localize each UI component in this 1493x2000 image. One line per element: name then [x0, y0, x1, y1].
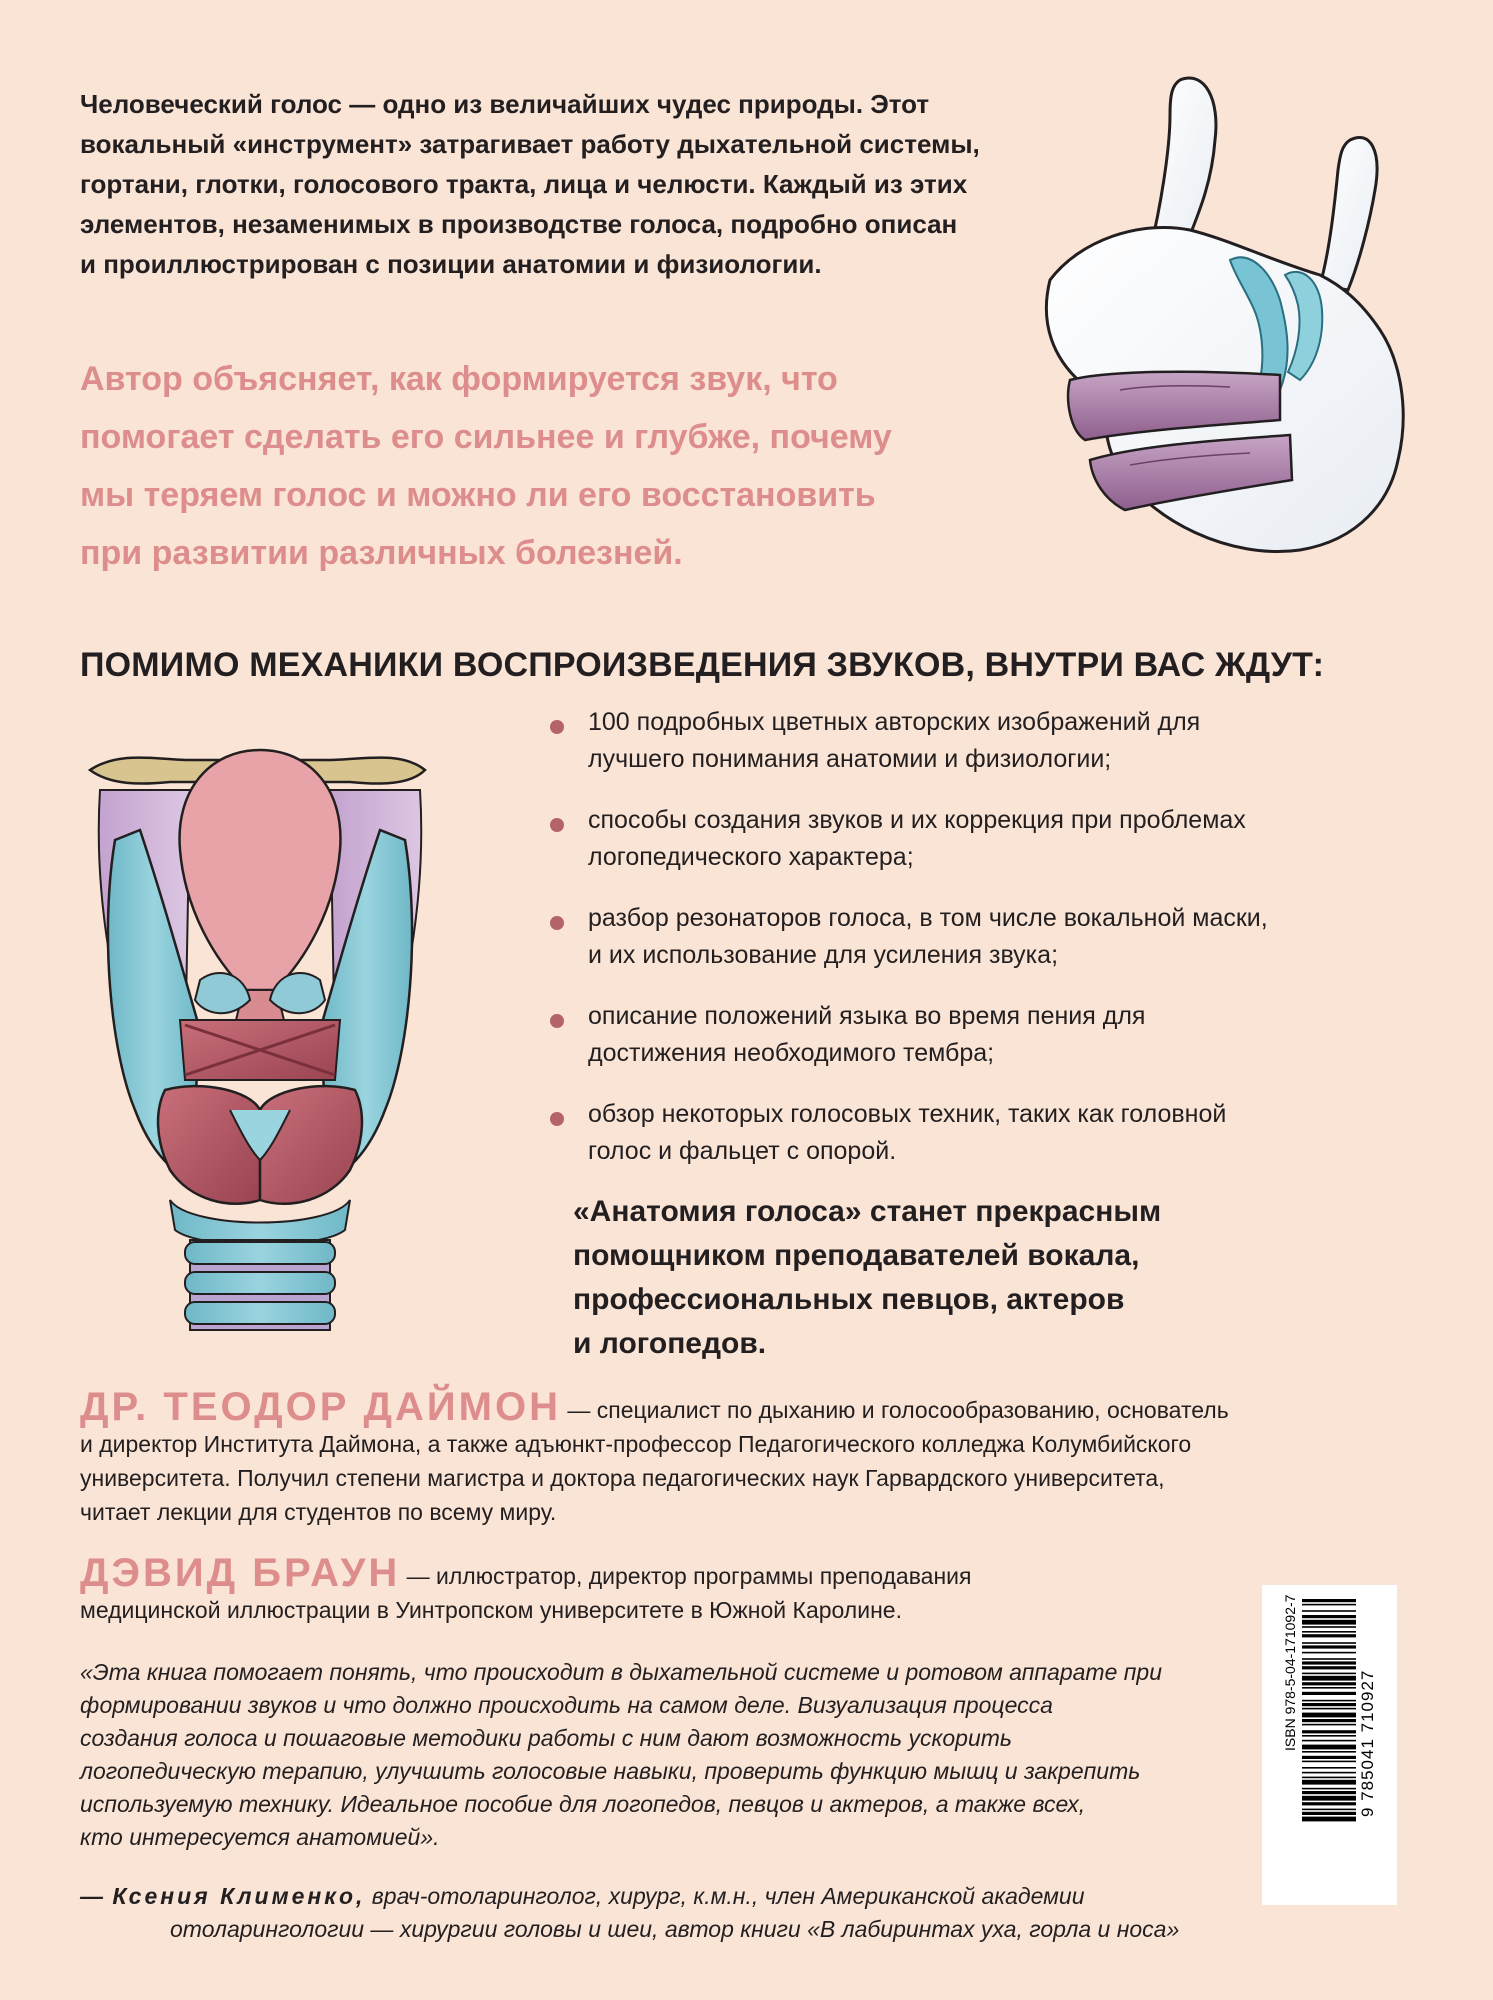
barcode-bar	[1302, 1652, 1356, 1654]
quote-line: «Эта книга помогает понять, что происходит в дыхательной системе и ротовом аппарате при	[80, 1659, 1162, 1685]
list-item	[550, 704, 1450, 778]
barcode-bar	[1302, 1735, 1356, 1737]
bullet-icon	[550, 720, 564, 734]
intro-line: Человеческий голос — одно из величайших чудес природы. Этот	[80, 89, 930, 119]
barcode-bar	[1302, 1767, 1356, 1769]
larynx-superior-view-icon	[1030, 60, 1440, 580]
intro-line: элементов, незаменимых в производстве голоса, подробно описан	[80, 209, 958, 239]
list-item	[550, 802, 1450, 876]
list-item-line: 100 подробных цветных авторских изображений для	[588, 708, 1201, 736]
list-item	[550, 998, 1450, 1072]
list-item	[550, 1096, 1450, 1170]
barcode-bar	[1302, 1634, 1356, 1637]
barcode-bar	[1302, 1756, 1356, 1759]
larynx-posterior-view-icon	[80, 730, 440, 1340]
quote-line: используемую технику. Идеальное пособие для логопедов, певцов и актеров, а также всех,	[80, 1791, 1086, 1817]
illustrator-bio	[80, 1551, 1040, 1627]
author-bio-line: — иллюстратор, директор программы преподавания	[406, 1563, 972, 1589]
list-item-line: логопедического характера;	[588, 843, 914, 871]
bullet-icon	[550, 818, 564, 832]
barcode-bar	[1302, 1791, 1356, 1794]
barcode-bar	[1302, 1796, 1356, 1801]
author-name: ДР. ТЕОДОР ДАЙМОН	[80, 1385, 561, 1429]
author-bio	[80, 1385, 1420, 1529]
list-item-line: обзор некоторых голосовых техник, таких как головной	[588, 1100, 1227, 1128]
closing-line: помощником преподавателей вокала,	[573, 1239, 1140, 1272]
barcode-bar	[1302, 1642, 1356, 1644]
isbn-barcode	[1262, 1585, 1397, 1905]
list-item-line: описание положений языка во время пения для	[588, 1002, 1146, 1030]
highlight-line: Автор объясняет, как формируется звук, что	[80, 360, 838, 398]
barcode-bar	[1302, 1730, 1356, 1733]
attribution-name: Ксения Клименко,	[112, 1883, 366, 1909]
quote-line: создания голоса и пошаговые методики работы с ним дают возможность ускорить	[80, 1725, 1013, 1751]
bullet-icon	[550, 1112, 564, 1126]
barcode-bar	[1302, 1772, 1356, 1774]
barcode-bar	[1302, 1817, 1356, 1822]
intro-line: вокальный «инструмент» затрагивает работу дыхательной системы,	[80, 129, 980, 159]
barcode-bar	[1302, 1713, 1356, 1718]
attribution-dash: —	[80, 1883, 106, 1909]
barcode-bar	[1302, 1599, 1356, 1602]
features-heading: ПОМИМО МЕХАНИКИ ВОСПРОИЗВЕДЕНИЯ ЗВУКОВ, ВНУТРИ ВАС ЖДУТ:	[80, 646, 1325, 684]
author-bio-line: медицинской иллюстрации в Уинтропском университете в Южной Каролине.	[80, 1597, 902, 1623]
barcode-bar	[1302, 1626, 1356, 1628]
author-bio-line: читает лекции для студентов по всему миру.	[80, 1499, 557, 1525]
review-quote	[80, 1656, 1230, 1854]
features-list	[550, 704, 1450, 1194]
barcode-bar	[1302, 1631, 1356, 1633]
barcode-bar	[1302, 1682, 1356, 1685]
author-bio-line: университета. Получил степени магистра и доктора педагогических наук Гарвардского университета,	[80, 1465, 1165, 1491]
isbn-digits: 9 785041 710927	[1358, 1669, 1377, 1817]
attribution-line: отоларингологии — хирургии головы и шеи, автор книги «В лабиринтах уха, горла и носа»	[170, 1916, 1180, 1942]
barcode-bar	[1302, 1615, 1356, 1618]
closing-line: и логопедов.	[573, 1327, 767, 1360]
author-bio-line: и директор Института Даймона, а также адъюнкт-профессор Педагогического колледжа Колумбийского	[80, 1431, 1192, 1457]
list-item-line: способы создания звуков и их коррекция при проблемах	[588, 806, 1246, 834]
highlight-paragraph	[80, 350, 980, 582]
author-name: ДЭВИД БРАУН	[80, 1551, 401, 1595]
list-item-line: голос и фальцет с опорой.	[588, 1137, 897, 1165]
barcode-bar	[1302, 1692, 1356, 1695]
highlight-line: при развитии различных болезней.	[80, 534, 683, 572]
closing-line: профессиональных певцов, актеров	[573, 1283, 1125, 1316]
barcode-bar	[1302, 1610, 1356, 1612]
barcode-bar	[1302, 1673, 1356, 1675]
barcode-bar	[1302, 1780, 1356, 1785]
barcode-bar	[1302, 1620, 1356, 1625]
barcode-bar	[1302, 1687, 1356, 1689]
barcode-bar	[1302, 1708, 1356, 1710]
list-item-line: и их использование для усиления звука;	[588, 941, 1059, 969]
closing-statement	[573, 1190, 1273, 1366]
barcode-bar	[1302, 1658, 1356, 1660]
attribution-line: врач-отоларинголог, хирург, к.м.н., член Американской академии	[371, 1883, 1085, 1909]
closing-line: «Анатомия голоса» станет прекрасным	[573, 1195, 1162, 1228]
intro-paragraph	[80, 84, 1040, 284]
highlight-line: помогает сделать его сильнее и глубже, почему	[80, 418, 892, 456]
list-item-line: лучшего понимания анатомии и физиологии;	[588, 745, 1112, 773]
barcode-bar	[1302, 1812, 1356, 1815]
bullet-icon	[550, 916, 564, 930]
barcode-bar	[1302, 1604, 1356, 1606]
barcode-bar	[1302, 1645, 1356, 1648]
barcode-bar	[1302, 1745, 1356, 1750]
barcode-bar	[1302, 1777, 1356, 1779]
quote-line: формировании звуков и что должно происходить на самом деле. Визуализация процесса	[80, 1692, 1053, 1718]
barcode-bar	[1302, 1788, 1356, 1790]
barcode-bar	[1302, 1761, 1356, 1763]
barcode-bar	[1302, 1724, 1356, 1726]
list-item-line: разбор резонаторов голоса, в том числе вокальной маски,	[588, 904, 1268, 932]
barcode-bar	[1302, 1802, 1356, 1805]
quote-line: кто интересуется анатомией».	[80, 1824, 440, 1850]
barcode-bar	[1302, 1740, 1356, 1742]
intro-line: и проиллюстрирован с позиции анатомии и физиологии.	[80, 249, 822, 279]
highlight-line: мы теряем голос и можно ли его восстановить	[80, 476, 876, 514]
isbn-label: ISBN 978-5-04-171092-7	[1282, 1595, 1298, 1752]
barcode-bar	[1302, 1703, 1356, 1706]
barcode-bar	[1302, 1809, 1356, 1811]
barcode-bar	[1302, 1676, 1356, 1681]
barcode-bar	[1302, 1666, 1356, 1669]
quote-line: логопедическую терапию, улучшить голосовые навыки, проверить функцию мышц и закрепить	[80, 1758, 1141, 1784]
list-item	[550, 900, 1450, 974]
quote-attribution	[80, 1880, 1280, 1946]
author-bio-line: — специалист по дыханию и голосообразованию, основатель	[567, 1397, 1229, 1423]
intro-line: гортани, глотки, голосового тракта, лица и челюсти. Каждый из этих	[80, 169, 968, 199]
barcode-bar	[1302, 1719, 1356, 1722]
barcode-bar	[1302, 1700, 1356, 1702]
barcode-bar	[1302, 1661, 1356, 1664]
bullet-icon	[550, 1014, 564, 1028]
list-item-line: достижения необходимого тембра;	[588, 1039, 995, 1067]
barcode-bar	[1302, 1751, 1356, 1753]
